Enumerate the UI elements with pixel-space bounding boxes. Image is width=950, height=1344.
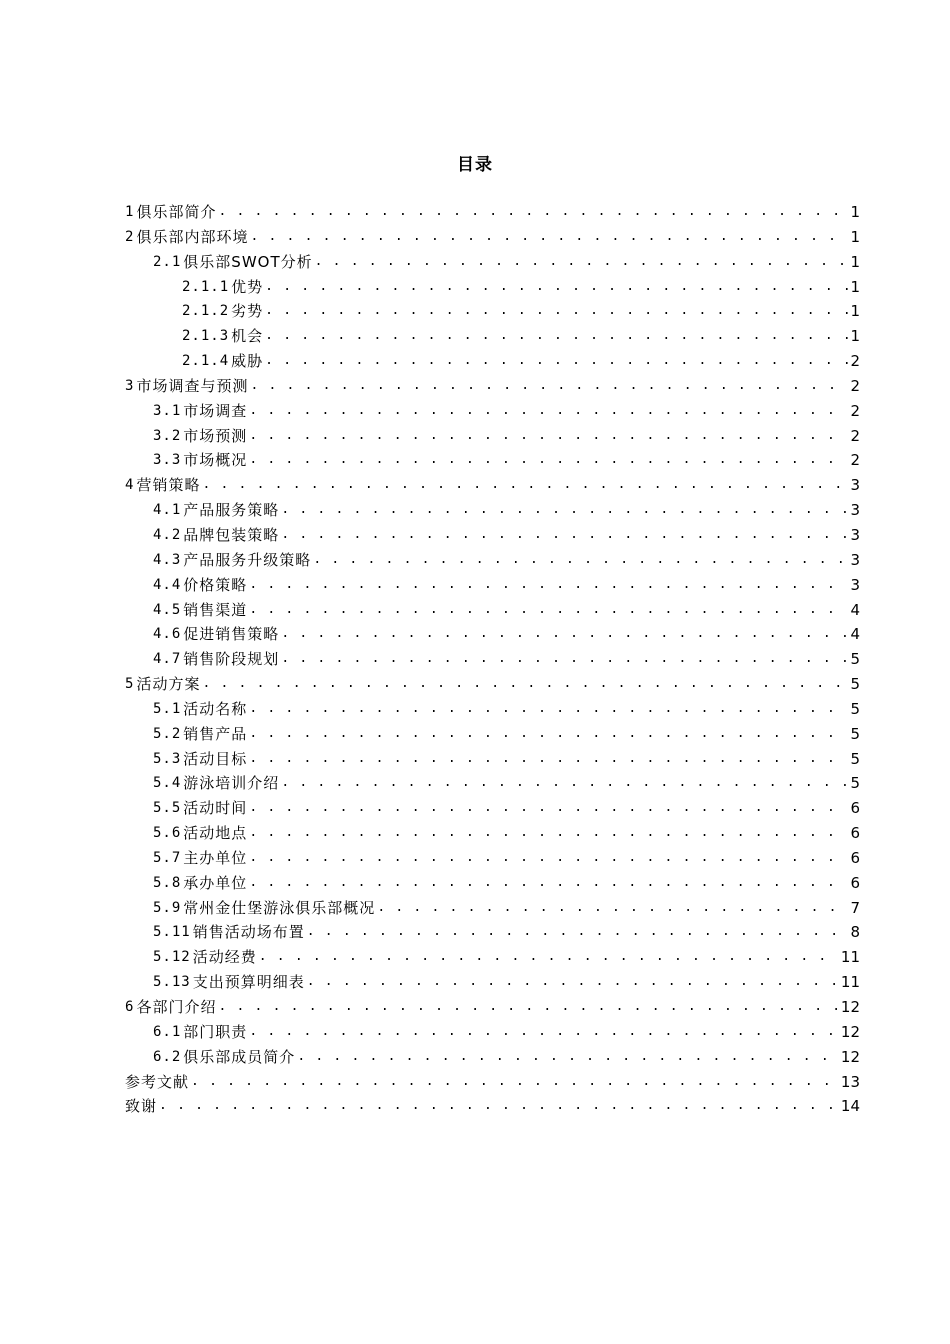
toc-entry[interactable] bbox=[125, 349, 860, 374]
toc-entry-number: 5.11 bbox=[153, 924, 191, 941]
toc-entry-page-number: 5 bbox=[850, 675, 860, 694]
toc-dot-leader bbox=[281, 523, 848, 548]
toc-entry-page-number: 8 bbox=[850, 923, 860, 942]
toc-entry-number: 5.6 bbox=[153, 825, 182, 842]
toc-dot-leader bbox=[281, 771, 848, 796]
toc-entry-title: 市场调查与预测 bbox=[136, 376, 249, 395]
toc-entry-page-number: 1 bbox=[850, 252, 860, 271]
toc-entry-page-number: 5 bbox=[850, 774, 860, 793]
toc-entry[interactable] bbox=[125, 250, 860, 275]
toc-entry-page-number: 5 bbox=[850, 650, 860, 669]
toc-entry[interactable] bbox=[125, 796, 860, 821]
toc-entry-title: 参考文献 bbox=[125, 1072, 190, 1091]
toc-entry-page-number: 5 bbox=[850, 699, 860, 718]
toc-entry-title: 常州金仕堡游泳俱乐部概况 bbox=[183, 898, 376, 917]
toc-entry-number: 4.2 bbox=[153, 526, 182, 543]
toc-entry[interactable] bbox=[125, 995, 860, 1020]
toc-dot-leader bbox=[377, 896, 848, 921]
toc-entry[interactable] bbox=[125, 498, 860, 523]
toc-entry-title: 优势 bbox=[231, 277, 264, 296]
toc-entry-page-number: 2 bbox=[850, 401, 860, 420]
toc-entry-title: 俱乐部成员简介 bbox=[183, 1047, 296, 1066]
toc-entry[interactable] bbox=[125, 299, 860, 324]
toc-entry[interactable] bbox=[125, 324, 860, 349]
toc-entry[interactable] bbox=[125, 920, 860, 945]
toc-dot-leader bbox=[249, 424, 848, 449]
toc-dot-leader bbox=[297, 1045, 839, 1070]
toc-dot-leader bbox=[265, 324, 848, 349]
toc-entry-title: 价格策略 bbox=[183, 575, 248, 594]
toc-entry-page-number: 4 bbox=[850, 625, 860, 644]
toc-entry-page-number: 6 bbox=[850, 873, 860, 892]
toc-entry-page-number: 11 bbox=[840, 948, 860, 967]
toc-entry-number: 5.2 bbox=[153, 725, 182, 742]
toc-entry[interactable] bbox=[125, 871, 860, 896]
toc-dot-leader bbox=[249, 399, 848, 424]
toc-entry[interactable] bbox=[125, 1094, 860, 1119]
toc-entry[interactable] bbox=[125, 573, 860, 598]
toc-entry-number: 5.3 bbox=[153, 750, 182, 767]
toc-entry-title: 承办单位 bbox=[183, 873, 248, 892]
toc-entry[interactable] bbox=[125, 896, 860, 921]
toc-entry-page-number: 3 bbox=[850, 525, 860, 544]
toc-dot-leader bbox=[249, 796, 848, 821]
toc-entry-title: 市场概况 bbox=[183, 451, 248, 470]
toc-entry-page-number: 2 bbox=[850, 426, 860, 445]
toc-entry-page-number: 6 bbox=[850, 799, 860, 818]
toc-entry-title: 活动方案 bbox=[136, 675, 201, 694]
toc-entry[interactable] bbox=[125, 523, 860, 548]
toc-dot-leader bbox=[249, 871, 848, 896]
toc-entry-number: 6.1 bbox=[153, 1023, 182, 1040]
toc-dot-leader bbox=[249, 697, 848, 722]
toc-dot-leader bbox=[191, 1070, 839, 1095]
toc-entry[interactable] bbox=[125, 473, 860, 498]
toc-entry-title: 销售渠道 bbox=[183, 600, 248, 619]
toc-dot-leader bbox=[249, 747, 848, 772]
toc-entry-number: 6.2 bbox=[153, 1048, 182, 1065]
toc-entry-page-number: 12 bbox=[840, 998, 860, 1016]
toc-entry-page-number: 11 bbox=[840, 973, 860, 992]
toc-list bbox=[125, 200, 860, 1119]
toc-entry[interactable] bbox=[125, 275, 860, 300]
toc-entry[interactable] bbox=[125, 672, 860, 697]
toc-dot-leader bbox=[281, 622, 848, 647]
toc-entry-page-number: 3 bbox=[850, 476, 860, 495]
toc-entry-number: 6 bbox=[125, 999, 135, 1015]
toc-dot-leader bbox=[265, 349, 848, 374]
toc-entry[interactable] bbox=[125, 548, 860, 573]
toc-entry-page-number: 2 bbox=[850, 376, 860, 395]
toc-entry-title: 活动目标 bbox=[183, 749, 248, 768]
toc-entry-page-number: 1 bbox=[850, 327, 860, 346]
toc-entry-number: 4.3 bbox=[153, 551, 182, 568]
toc-entry-number: 2.1 bbox=[153, 253, 182, 270]
toc-entry-page-number: 5 bbox=[850, 749, 860, 768]
toc-entry[interactable] bbox=[125, 622, 860, 647]
toc-dot-leader bbox=[265, 275, 848, 300]
toc-entry-title: 活动名称 bbox=[183, 699, 248, 718]
toc-entry-number: 2 bbox=[125, 228, 135, 245]
toc-entry-number: 5.12 bbox=[153, 949, 191, 966]
toc-entry-title: 机会 bbox=[231, 327, 264, 346]
toc-entry-page-number: 2 bbox=[850, 451, 860, 470]
toc-entry[interactable] bbox=[125, 747, 860, 772]
toc-entry-page-number: 14 bbox=[840, 1097, 860, 1116]
toc-entry[interactable] bbox=[125, 448, 860, 473]
toc-entry[interactable] bbox=[125, 846, 860, 871]
toc-entry-number: 2.1.3 bbox=[182, 328, 230, 345]
toc-dot-leader bbox=[307, 920, 849, 945]
toc-entry-number: 5.5 bbox=[153, 800, 182, 817]
toc-entry[interactable] bbox=[125, 1045, 860, 1070]
toc-entry-title: 活动地点 bbox=[183, 824, 248, 843]
toc-dot-leader bbox=[307, 970, 839, 995]
toc-dot-leader bbox=[313, 548, 848, 573]
toc-entry-title: 威胁 bbox=[231, 352, 264, 371]
toc-entry-title: 致谢 bbox=[125, 1097, 158, 1116]
toc-entry-page-number: 1 bbox=[850, 203, 860, 221]
toc-entry-number: 4.6 bbox=[153, 626, 182, 643]
toc-entry[interactable] bbox=[125, 200, 860, 225]
toc-entry-title: 游泳培训介绍 bbox=[183, 774, 280, 793]
toc-entry[interactable] bbox=[125, 970, 860, 995]
toc-entry-title: 市场调查 bbox=[183, 401, 248, 420]
toc-entry-title: 支出预算明细表 bbox=[192, 973, 305, 992]
toc-dot-leader bbox=[159, 1094, 839, 1119]
toc-entry-title: 市场预测 bbox=[183, 426, 248, 445]
toc-entry-number: 2.1.4 bbox=[182, 353, 230, 370]
toc-entry-number: 5.7 bbox=[153, 849, 182, 866]
toc-entry-number: 5.9 bbox=[153, 899, 182, 916]
toc-entry-number: 5.1 bbox=[153, 700, 182, 717]
toc-dot-leader bbox=[250, 225, 848, 250]
toc-dot-leader bbox=[281, 647, 848, 672]
toc-entry-title: 营销策略 bbox=[136, 476, 201, 495]
toc-entry-title: 部门职责 bbox=[183, 1022, 248, 1041]
toc-entry-title: 活动时间 bbox=[183, 799, 248, 818]
toc-entry-number: 4 bbox=[125, 477, 135, 494]
toc-entry-number: 4.7 bbox=[153, 651, 182, 668]
toc-dot-leader bbox=[218, 995, 838, 1020]
toc-entry-title: 主办单位 bbox=[183, 848, 248, 867]
toc-entry[interactable] bbox=[125, 697, 860, 722]
toc-entry-number: 4.5 bbox=[153, 601, 182, 618]
toc-dot-leader bbox=[250, 374, 848, 399]
toc-entry-title: 活动经费 bbox=[192, 948, 257, 967]
toc-entry-title: 销售阶段规划 bbox=[183, 650, 280, 669]
toc-entry-page-number: 3 bbox=[850, 575, 860, 594]
toc-entry-number: 3.2 bbox=[153, 427, 182, 444]
toc-entry[interactable] bbox=[125, 945, 860, 970]
toc-entry-page-number: 1 bbox=[850, 277, 860, 296]
toc-entry-page-number: 1 bbox=[850, 302, 860, 321]
toc-entry-title: 各部门介绍 bbox=[136, 998, 217, 1016]
toc-dot-leader bbox=[202, 672, 848, 697]
toc-entry-page-number: 12 bbox=[840, 1047, 860, 1066]
toc-dot-leader bbox=[259, 945, 839, 970]
toc-entry[interactable] bbox=[125, 598, 860, 623]
toc-dot-leader bbox=[218, 200, 848, 225]
toc-entry-page-number: 5 bbox=[850, 724, 860, 743]
toc-dot-leader bbox=[265, 299, 848, 324]
toc-entry-page-number: 13 bbox=[840, 1072, 860, 1091]
toc-dot-leader bbox=[249, 722, 848, 747]
toc-dot-leader bbox=[315, 250, 849, 275]
toc-dot-leader bbox=[249, 598, 848, 623]
toc-entry-title: 产品服务升级策略 bbox=[183, 550, 312, 569]
toc-entry[interactable] bbox=[125, 424, 860, 449]
toc-entry[interactable] bbox=[125, 722, 860, 747]
toc-entry[interactable] bbox=[125, 647, 860, 672]
toc-entry-number: 5.8 bbox=[153, 874, 182, 891]
toc-entry-page-number: 3 bbox=[850, 501, 860, 520]
toc-entry[interactable] bbox=[125, 225, 860, 250]
toc-entry-title: 俱乐部SWOT分析 bbox=[183, 252, 313, 271]
toc-entry[interactable] bbox=[125, 771, 860, 796]
toc-dot-leader bbox=[249, 448, 848, 473]
toc-entry[interactable] bbox=[125, 821, 860, 846]
toc-dot-leader bbox=[281, 498, 848, 523]
toc-entry-page-number: 12 bbox=[840, 1022, 860, 1041]
toc-entry[interactable] bbox=[125, 399, 860, 424]
toc-dot-leader bbox=[249, 846, 848, 871]
toc-entry-number: 2.1.1 bbox=[182, 278, 230, 295]
toc-entry-page-number: 6 bbox=[850, 824, 860, 843]
toc-entry[interactable] bbox=[125, 1020, 860, 1045]
toc-entry-page-number: 6 bbox=[850, 848, 860, 867]
toc-entry-title: 俱乐部内部环境 bbox=[136, 227, 249, 246]
toc-entry-number: 4.1 bbox=[153, 502, 182, 519]
toc-dot-leader bbox=[249, 573, 848, 598]
toc-dot-leader bbox=[202, 473, 848, 498]
toc-entry-number: 3.3 bbox=[153, 452, 182, 469]
toc-entry-title: 劣势 bbox=[231, 302, 264, 321]
toc-dot-leader bbox=[249, 1020, 839, 1045]
toc-entry-title: 促进销售策略 bbox=[183, 625, 280, 644]
toc-entry-number: 5.13 bbox=[153, 974, 191, 991]
toc-entry-page-number: 1 bbox=[850, 227, 860, 246]
toc-entry-number: 5 bbox=[125, 676, 135, 693]
toc-entry[interactable] bbox=[125, 1070, 860, 1095]
toc-entry-page-number: 3 bbox=[850, 550, 860, 569]
toc-dot-leader bbox=[249, 821, 848, 846]
toc-entry-page-number: 4 bbox=[850, 600, 860, 619]
toc-entry-number: 1 bbox=[125, 204, 135, 220]
toc-entry-title: 销售产品 bbox=[183, 724, 248, 743]
toc-title: 目录 bbox=[457, 155, 493, 175]
toc-entry-number: 5.4 bbox=[153, 775, 182, 792]
toc-entry-number: 2.1.2 bbox=[182, 303, 230, 320]
toc-entry-title: 销售活动场布置 bbox=[192, 923, 305, 942]
toc-entry-title: 品牌包装策略 bbox=[183, 525, 280, 544]
toc-entry-page-number: 7 bbox=[850, 898, 860, 917]
toc-entry-title: 俱乐部简介 bbox=[136, 203, 217, 221]
toc-entry-title: 产品服务策略 bbox=[183, 501, 280, 520]
toc-entry-page-number: 2 bbox=[850, 352, 860, 371]
toc-entry[interactable] bbox=[125, 374, 860, 399]
toc-entry-number: 3.1 bbox=[153, 402, 182, 419]
toc-entry-number: 4.4 bbox=[153, 576, 182, 593]
toc-entry-number: 3 bbox=[125, 377, 135, 394]
